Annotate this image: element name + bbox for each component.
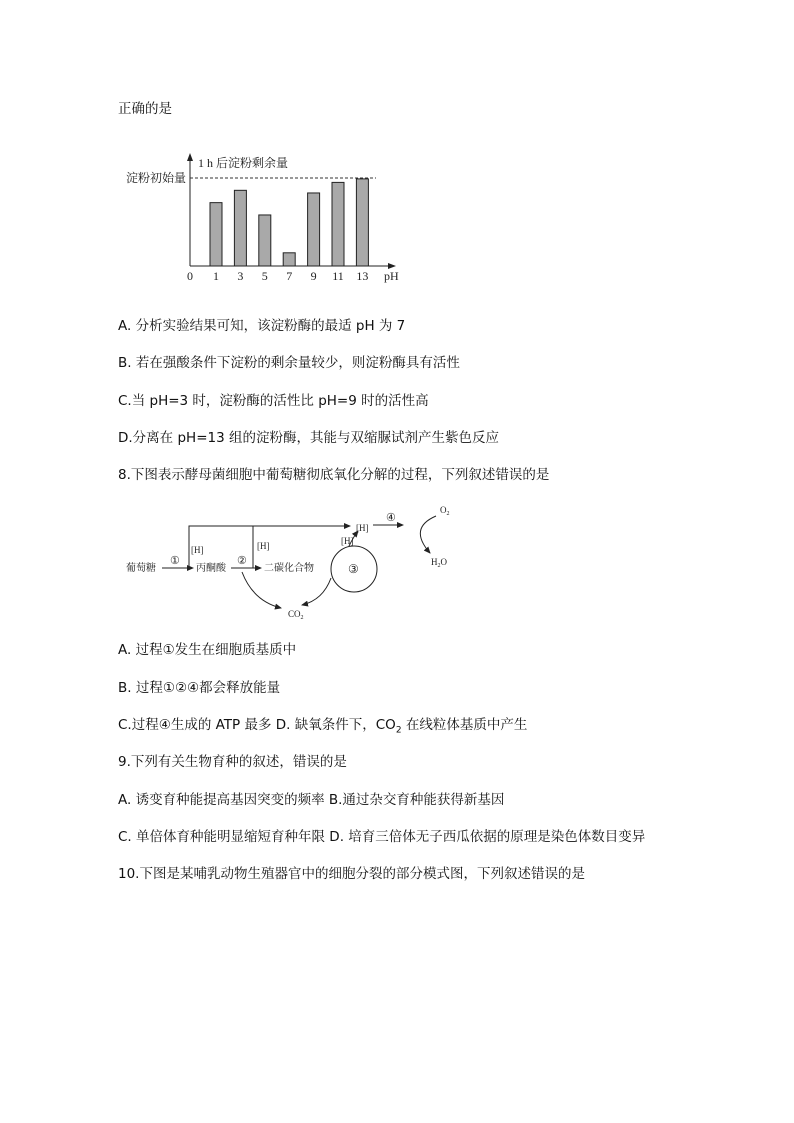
q8-option-b: B. 过程①②④都会释放能量 <box>118 680 281 696</box>
q8-option-cd <box>118 716 527 740</box>
bar-ph-3 <box>234 190 246 266</box>
bar-ph-13 <box>356 179 368 266</box>
q7-option-a: A. 分析实验结果可知，该淀粉酶的最适 pH 为 7 <box>118 318 406 334</box>
starch-ph-bar-chart <box>118 150 418 288</box>
glucose-oxidation-diagram <box>118 498 458 624</box>
q8-stem: 8.下图表示酵母菌细胞中葡萄糖彻底氧化分解的过程，下列叙述错误的是 <box>118 467 550 483</box>
step3-label: ③ <box>348 562 359 576</box>
q10-stem: 10.下图是某哺乳动物生殖器官中的细胞分裂的部分模式图，下列叙述错误的是 <box>118 866 585 882</box>
cycle-co2-arrow <box>302 578 331 605</box>
h-transfer-line <box>189 526 350 568</box>
q8-option-cd-tail: 在线粒体基质中产生 <box>401 717 528 733</box>
co2-subscript: 2 <box>395 725 402 736</box>
tick-label-ph-13: 13 <box>356 269 369 283</box>
h-label-cycle: [H] <box>341 536 354 546</box>
h-label-step1: [H] <box>191 545 204 555</box>
step1-label: ① <box>170 555 180 567</box>
q9-options-ab: A. 诱变育种能提高基因突变的频率 B.通过杂交育种能获得新基因 <box>118 792 505 808</box>
y-axis-label: 1 h 后淀粉剩余量 <box>198 156 289 170</box>
q8-option-a: A. 过程①发生在细胞质基质中 <box>118 642 297 658</box>
two-carbon-compound-label: 二碳化合物 <box>264 563 314 574</box>
co2-label: $CO_2$ <box>288 609 304 621</box>
oxygen-to-water-arrow <box>420 516 436 553</box>
origin-label: 0 <box>187 269 193 283</box>
bar-ph-7 <box>283 253 295 266</box>
step4-label: ④ <box>386 512 396 524</box>
pyruvate-label: 丙酮酸 <box>196 563 226 574</box>
q7-option-b: B. 若在强酸条件下淀粉的剩余量较少，则淀粉酶具有活性 <box>118 355 460 371</box>
step2-label: ② <box>237 555 247 567</box>
tick-label-ph-9: 9 <box>310 269 317 283</box>
step2-co2-arrow <box>242 572 281 608</box>
bar-ph-1 <box>210 203 222 266</box>
tick-label-ph-7: 7 <box>286 269 293 283</box>
q9-options-cd: C. 单倍体育种能明显缩短育种年限 D. 培育三倍体无子西瓜依据的原理是染色体数目变异 <box>118 829 646 845</box>
tick-label-ph-3: 3 <box>237 269 244 283</box>
bar-ph-5 <box>259 215 271 266</box>
bars-group <box>210 179 368 283</box>
bar-ph-9 <box>308 193 320 266</box>
tick-label-ph-1: 1 <box>213 269 219 283</box>
h-label-step2: [H] <box>257 541 270 551</box>
q7-option-d: D.分离在 pH=13 组的淀粉酶，其能与双缩脲试剂产生紫色反应 <box>118 430 499 446</box>
x-axis-label: pH <box>384 269 399 283</box>
initial-amount-label: 淀粉初始量 <box>125 171 186 185</box>
intro-text: 正确的是 <box>118 101 172 117</box>
q8-option-cd-text: C.过程④生成的 ATP 最多 D. 缺氧条件下，CO <box>118 717 396 733</box>
glucose-label: 葡萄糖 <box>126 563 156 574</box>
tick-label-ph-5: 5 <box>261 269 268 283</box>
oxygen-label: $O_2$ <box>440 505 450 517</box>
q9-stem: 9.下列有关生物育种的叙述，错误的是 <box>118 754 347 770</box>
tick-label-ph-11: 11 <box>332 269 344 283</box>
h-label-pool: [H] <box>356 523 369 533</box>
bar-ph-11 <box>332 182 344 266</box>
y-axis-arrow <box>187 153 193 161</box>
q7-option-c: C.当 pH=3 时，淀粉酶的活性比 pH=9 时的活性高 <box>118 393 429 409</box>
water-label: $H_2O$ <box>431 557 447 569</box>
